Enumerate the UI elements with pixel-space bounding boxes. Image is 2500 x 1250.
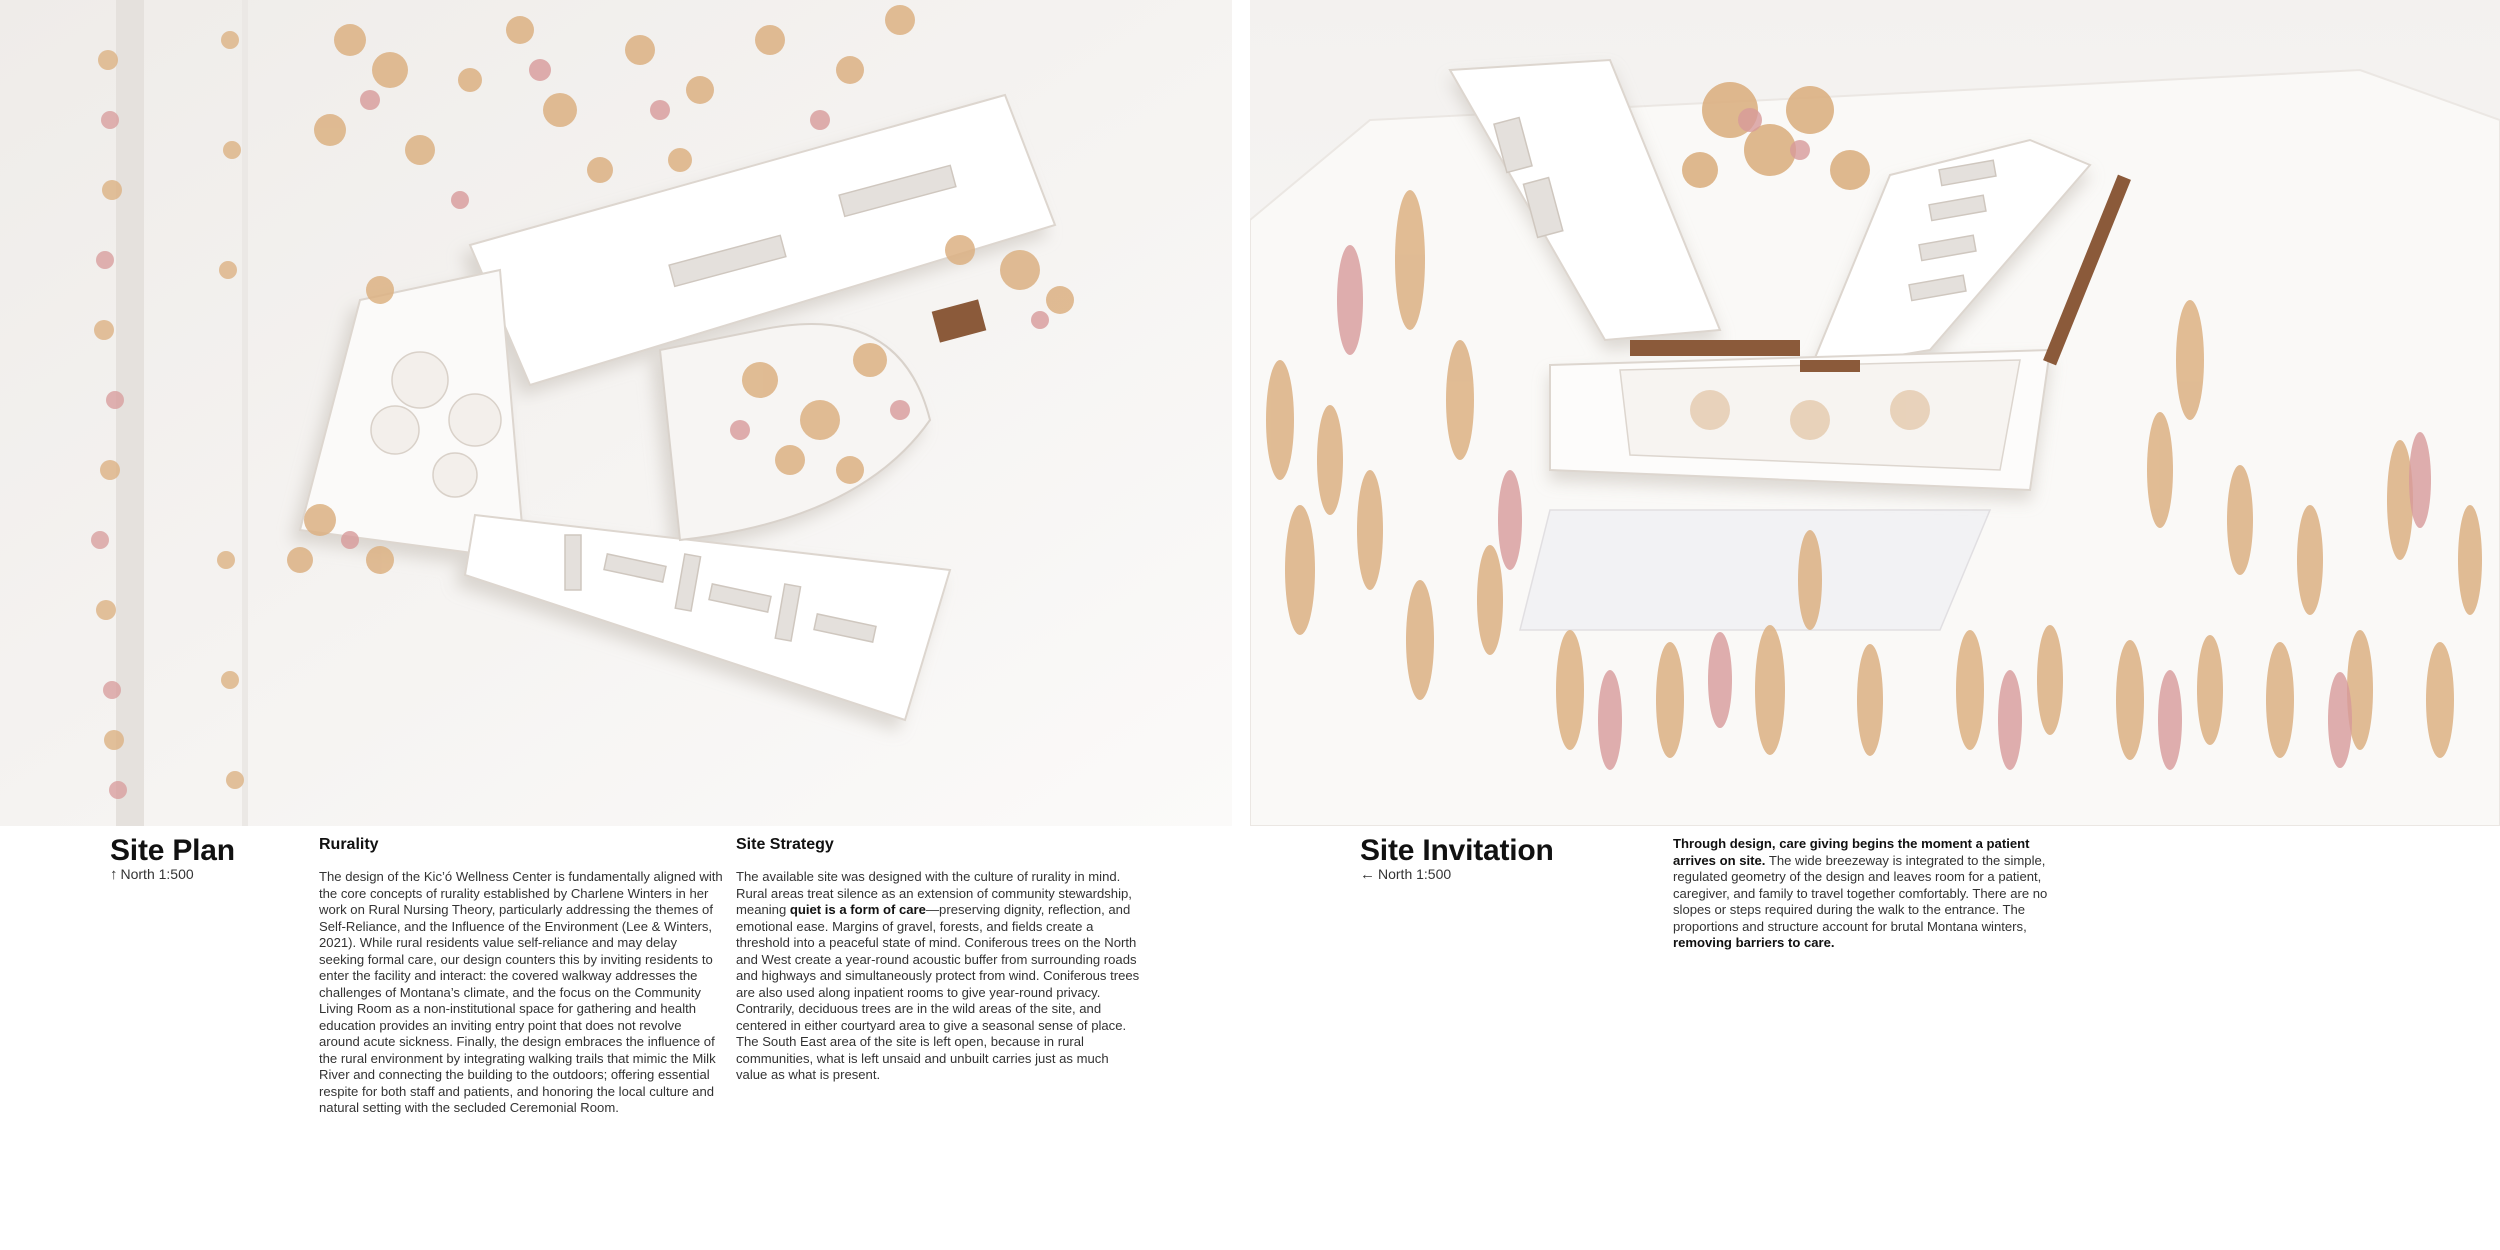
rurality-heading: Rurality <box>319 836 379 853</box>
site-invitation-scale <box>1360 866 1451 882</box>
site-invitation-model-photo <box>1250 0 2500 826</box>
site-plan-scale <box>110 866 194 882</box>
site-strategy-text-start: The available site was designed with the culture of rurality in mind. Rural areas treat silence as an extension of community stewardship, meaning <box>736 869 1132 917</box>
site-invitation-scale-text: North 1:500 <box>1378 866 1452 882</box>
site-strategy-text-end: —preserving dignity, reflection, and emotional ease. Margins of gravel, forests, and fields create a threshold into a peaceful state of mind. Coniferous trees on the North and West create a year-round acoustic buffer from surrounding roads and highways and simultaneously protect from wind. Coniferous trees are also used along inpatient rooms to give year-round privacy. Contrarily, deciduous trees are in the wild areas of the site, and centered in either courtyard area to give a seasonal sense of place. The South East area of the site is left open, because in rural communities, what is left unsaid and unbuilt carries just as much value as what is present. <box>736 902 1140 1082</box>
site-invitation-title: Site Invitation <box>1360 834 1554 867</box>
site-plan-title: Site Plan <box>110 834 235 867</box>
invitation-bold-intro: Through design, care giving begins the moment a patient arrives on site. <box>1673 836 2030 868</box>
invitation-bold-outro: removing barriers to care. <box>1673 935 1835 950</box>
arrow-left-icon: ← <box>1360 865 1375 883</box>
rurality-paragraph: The design of the Kic’ó Wellness Center is fundamentally aligned with the core concepts of rurality established by Charlene Winters in her work on Rural Nursing Theory, particularly addressing the themes of Self-Reliance, and the Influence of the Environment (Lee & Winters, 2021). While rural residents value self-reliance and may delay seeking formal care, our design counters this by inviting residents to enter the facility and interact: the covered walkway addresses the challenges of Montana’s climate, and the focus on the Community Living Room as a non-institutional space for gathering and health education provides an inviting entry point that does not revolve around acute sickness. Finally, the design embraces the influence of the rural environment by integrating walking trails that mimic the Milk River and connecting the building to the outdoors; offering essential respite for both staff and patients, and honoring the local culture and natural setting with the secluded Ceremonial Room. <box>319 869 723 1115</box>
site-plan-model-image <box>0 0 1232 826</box>
site-plan-model-photo <box>0 0 1232 826</box>
arrow-up-icon: ↑ <box>110 865 118 883</box>
site-plan-scale-text: North 1:500 <box>120 866 194 882</box>
site-strategy-emphasis: quiet is a form of care <box>789 902 926 917</box>
site-invitation-model-image <box>1250 0 2500 826</box>
site-strategy-heading: Site Strategy <box>736 836 834 853</box>
site-invitation-paragraph <box>1673 836 2048 952</box>
invitation-body: The wide breezeway is integrated to the simple, regulated geometry of the design and leaves room for a patient, caregiver, and family to travel together comfortably. There are no slopes or steps required during the walk to the entrance. The proportions and structure account for brutal Montana winters, <box>1673 852 2048 934</box>
site-strategy-paragraph <box>736 869 1141 1084</box>
